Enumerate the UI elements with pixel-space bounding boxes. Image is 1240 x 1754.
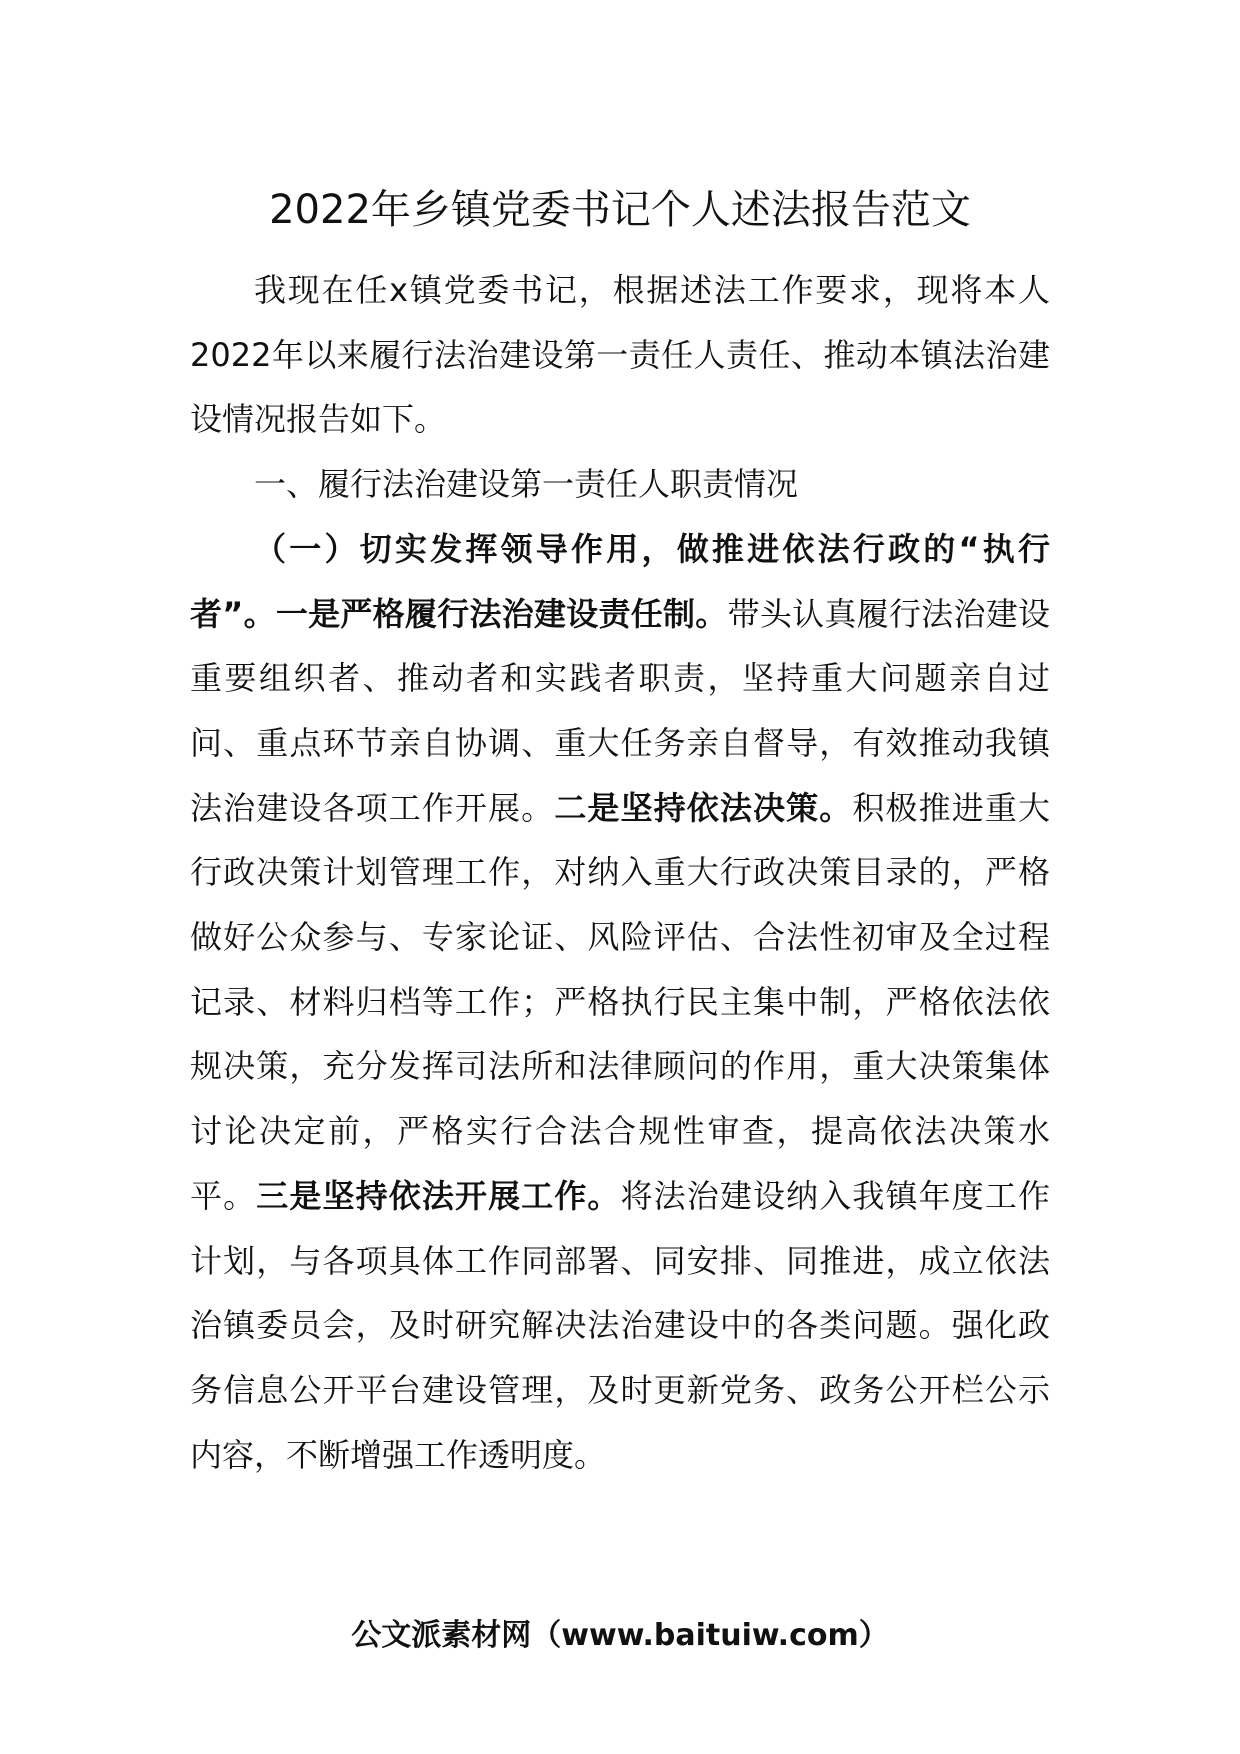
point-text: 将法治建设纳入我镇年度工作计划，与各项具体工作同部署、同安排、同推进，成立依法治镇委员会，及时研究解决法治建设中的各类问题。强化政务信息公开平台建设管理，及时更新党务、政务公开栏公示内容，不断增强工作透明度。 [190, 1176, 1050, 1474]
intro-paragraph: 我现在任x镇党委书记，根据述法工作要求，现将本人2022年以来履行法治建设第一责任人责任、推动本镇法治建设情况报告如下。 [190, 271, 1050, 439]
point-label: 二是坚持依法决策。 [554, 788, 853, 827]
document-body [190, 258, 1050, 1487]
point-text: 带头认真履行法治建设重要组织者、推动者和实践者职责，坚持重大问题亲自过问、重点环节亲自协调、重大任务亲自督导，有效推动我镇法治建设各项工作开展。 [190, 594, 1050, 827]
point-text: 积极推进重大行政决策计划管理工作，对纳入重大行政决策目录的，严格做好公众参与、专家论证、风险评估、合法性初审及全过程记录、材料归档等工作；严格执行民主集中制，严格依法依规决策，充分发挥司法所和法律顾问的作用，重大决策集体讨论决定前，严格实行合法合规性审查，提高依法决策水平。 [190, 788, 1050, 1215]
document-title: 2022年乡镇党委书记个人述法报告范文 [269, 187, 971, 233]
point-label: 一是严格履行法治建设责任制。 [275, 594, 728, 633]
section-paragraph [190, 517, 1050, 1488]
subsection-heading: （一）切实发挥领导作用，做推进依法行政的“执行者”。 [190, 529, 1050, 633]
footer-watermark: 公文派素材网（www.baituiw.com） [351, 1618, 889, 1653]
point-label: 三是坚持依法开展工作。 [256, 1176, 621, 1215]
section-heading: 一、履行法治建设第一责任人职责情况 [254, 465, 799, 504]
